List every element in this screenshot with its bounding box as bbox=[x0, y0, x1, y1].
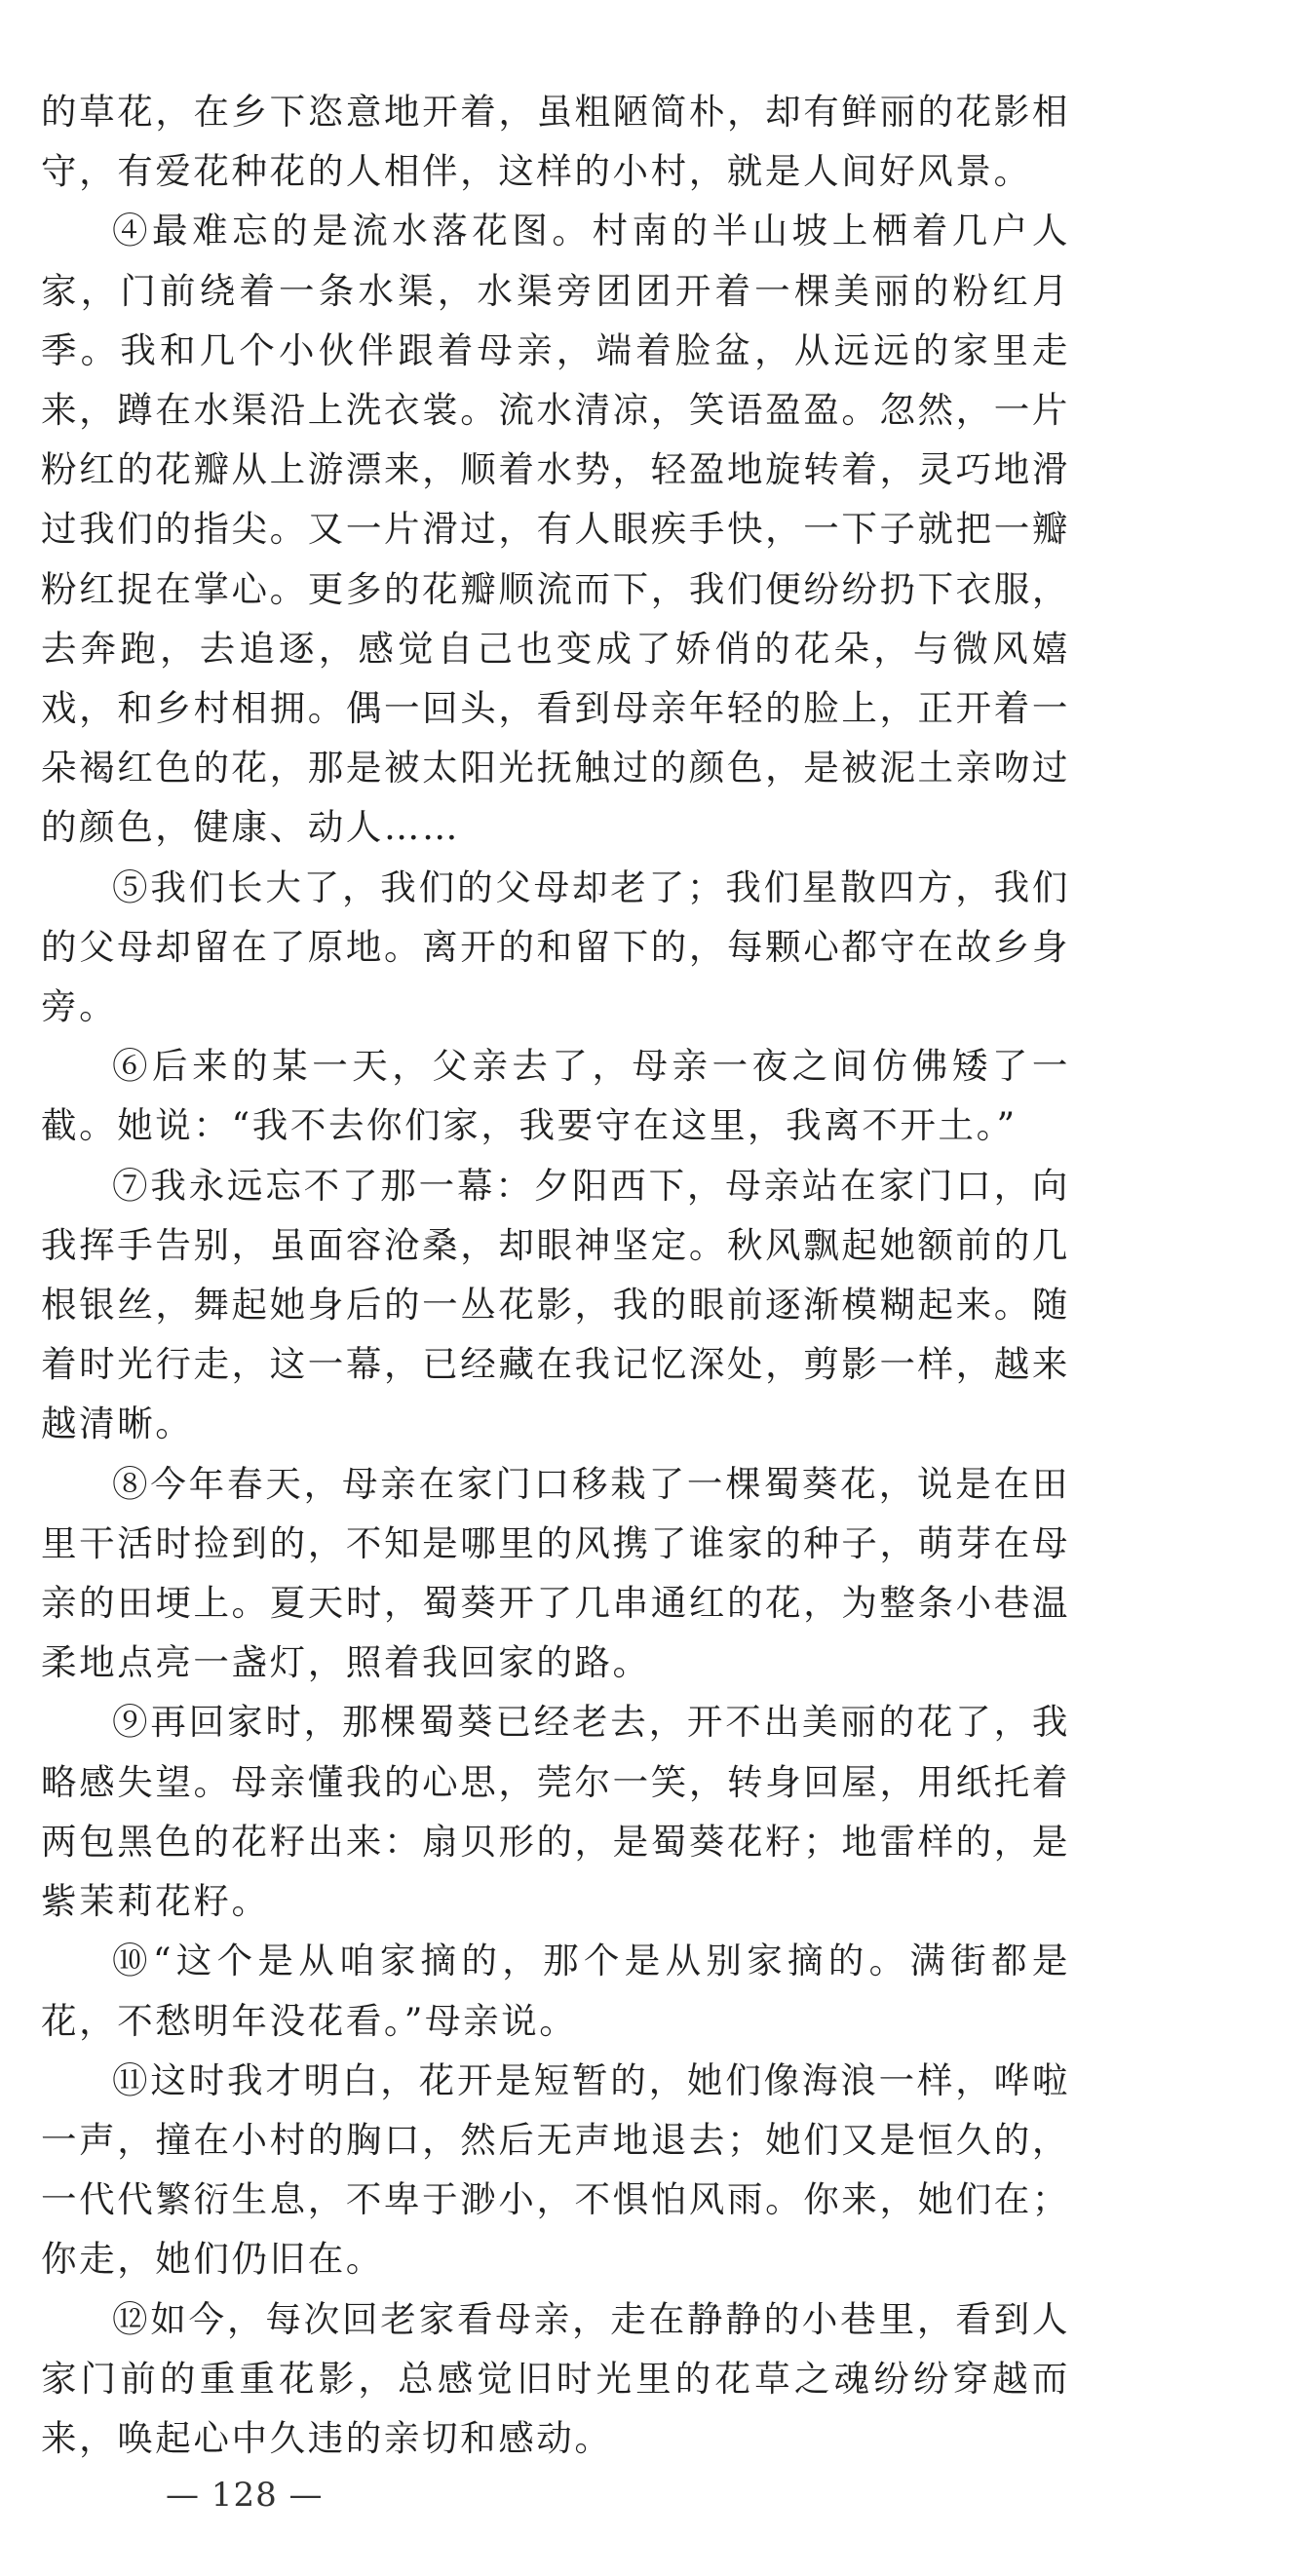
paragraph-6: ⑥后来的某一天，父亲去了，母亲一夜之间仿佛矮了一截。她说：“我不去你们家，我要守在这里，我离不开土。” bbox=[41, 1045, 1070, 1147]
paragraph-8: ⑧今年春天，母亲在家门口移栽了一棵蜀葵花，说是在田里干活时捡到的，不知是哪里的风携了谁家的种子，萌芽在母亲的田埂上。夏天时，蜀葵开了几串通红的花，为整条小巷温柔地点亮一盏灯，照着我回家的路。 bbox=[41, 1462, 1070, 1684]
paragraph-10: ⑩“这个是从咱家摘的，那个是从别家摘的。满街都是花，不愁明年没花看。”母亲说。 bbox=[41, 1940, 1070, 2042]
paragraph-4: ④最难忘的是流水落花图。村南的半山坡上栖着几户人家，门前绕着一条水渠，水渠旁团团开着一棵美丽的粉红月季。我和几个小伙伴跟着母亲，端着脸盆，从远远的家里走来，蹲在水渠沿上洗衣裳。流水清凉，笑语盈盈。忽然，一片粉红的花瓣从上游漂来，顺着水势，轻盈地旋转着，灵巧地滑过我们的指尖。又一片滑过，有人眼疾手快，一下子就把一瓣粉红捉在掌心。更多的花瓣顺流而下，我们便纷纷扔下衣服，去奔跑，去追逐，感觉自己也变成了娇俏的花朵，与微风嬉戏，和乡村相拥。偶一回头，看到母亲年轻的脸上，正开着一朵褐红色的花，那是被太阳光抚触过的颜色，是被泥土亲吻过的颜色，健康、动人…… bbox=[41, 210, 1070, 849]
page-number: — 128 — bbox=[166, 2476, 324, 2515]
paragraph-continued: 的草花，在乡下恣意地开着，虽粗陋简朴，却有鲜丽的花影相守，有爱花种花的人相伴，这样的小村，就是人间好风景。 bbox=[41, 91, 1070, 193]
paragraph-12: ⑫如今，每次回老家看母亲，走在静静的小巷里，看到人家门前的重重花影，总感觉旧时光里的花草之魂纷纷穿越而来，唤起心中久违的亲切和感动。 bbox=[41, 2297, 1070, 2459]
paragraph-7: ⑦我永远忘不了那一幕：夕阳西下，母亲站在家门口，向我挥手告别，虽面容沧桑，却眼神坚定。秋风飘起她额前的几根银丝，舞起她身后的一丛花影，我的眼前逐渐模糊起来。随着时光行走，这一幕，已经藏在我记忆深处，剪影一样，越来越清晰。 bbox=[41, 1164, 1070, 1445]
paragraph-5: ⑤我们长大了，我们的父母却老了；我们星散四方，我们的父母却留在了原地。离开的和留下的，每颗心都守在故乡身旁。 bbox=[41, 865, 1070, 1028]
paragraph-11: ⑪这时我才明白，花开是短暂的，她们像海浪一样，哗啦一声，撞在小村的胸口，然后无声地退去；她们又是恒久的，一代代繁衍生息，不卑于渺小，不惧怕风雨。你来，她们在；你走，她们仍旧在。 bbox=[41, 2058, 1070, 2281]
paragraph-9: ⑨再回家时，那棵蜀葵已经老去，开不出美丽的花了，我略感失望。母亲懂我的心思，莞尔一笑，转身回屋，用纸托着两包黑色的花籽出来：扇贝形的，是蜀葵花籽；地雷样的，是紫茉莉花籽。 bbox=[41, 1701, 1070, 1923]
article-body bbox=[41, 82, 1070, 2468]
